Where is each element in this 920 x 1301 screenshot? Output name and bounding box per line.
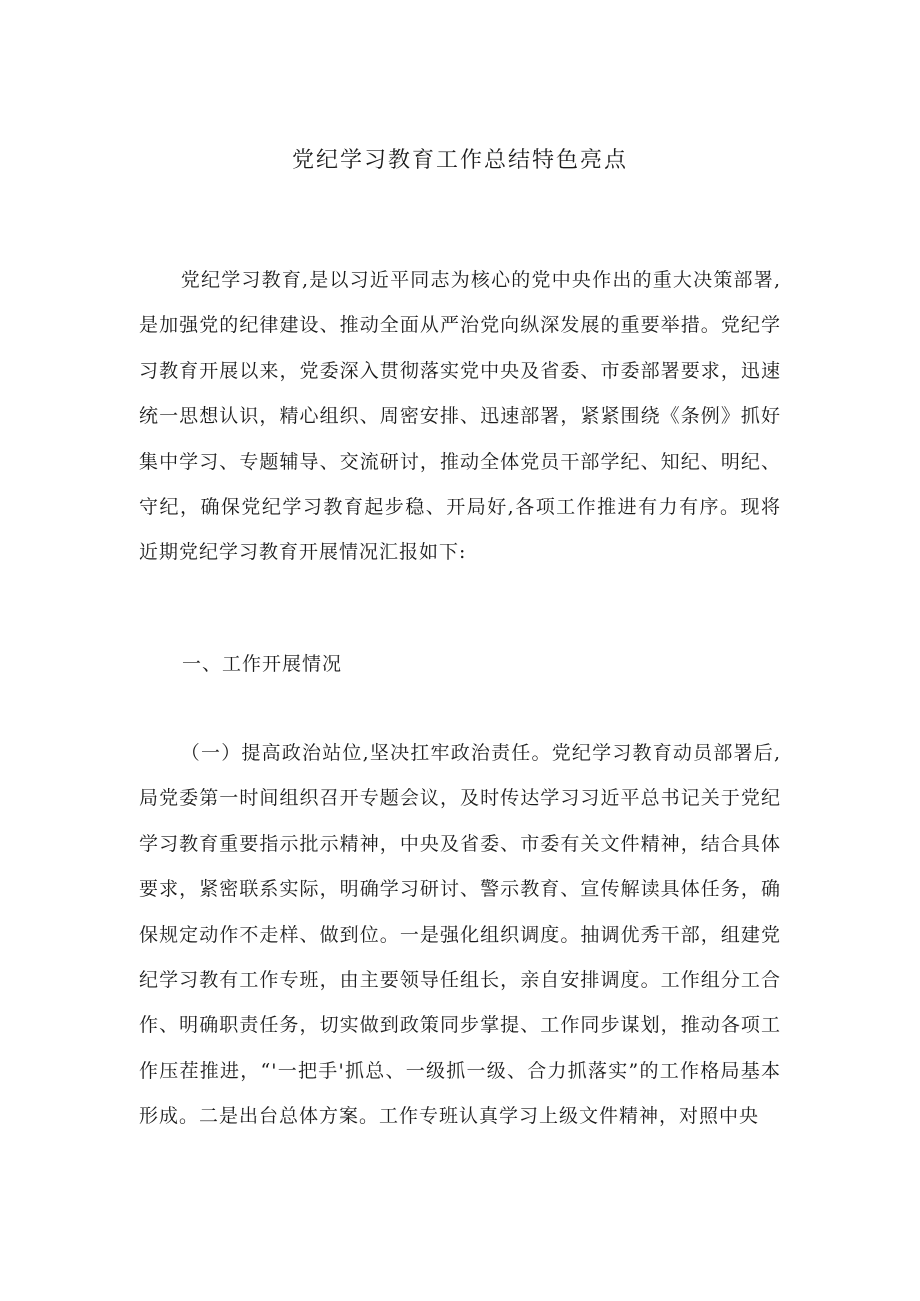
document-title: 党纪学习教育工作总结特色亮点 (291, 148, 628, 173)
section-paragraph: （一）提高政治站位,坚决扛牢政治责任。党纪学习教育动员部署后,局党委第一时间组织召开专题会议，及时传达学习习近平总书记关于党纪学习教育重要指示批示精神，中央及省委、市委有关文件精神，结合具体要求，紧密联系实际，明确学习研讨、警示教育、宣传解读具体任务，确保规定动作不走样、做到位。一是强化组织调度。抽调优秀干部，组建党纪学习教有工作专班，由主要领导任组长，亲自安排调度。工作组分工合作、明确职责任务，切实做到政策同步掌提、工作同步谋划，推动各项工作压茬推进，“'一把手'抓总、一级抓一级、合力抓落实”的工作格局基本形成。二是出台总体方案。工作专班认真学习上级文件精神，对照中央 (139, 742, 781, 1128)
intro-paragraph: 党纪学习教育,是以习近平同志为核心的党中央作出的重大决策部署,是加强党的纪律建设、推动全面从严治党向纵深发展的重要举措。党纪学习教育开展以来，党委深入贯彻落实党中央及省委、市委部署要求，迅速统一思想认识，精心组织、周密安排、迅速部署，紧紧围绕《条例》抓好集中学习、专题辅导、交流研讨，推动全体党员干部学纪、知纪、明纪、守纪，确保党纪学习教育起步稳、开局好,各项工作推进有力有序。现将近期党纪学习教育开展情况汇报如下: (139, 269, 781, 564)
section-heading: 一、工作开展情况 (182, 653, 343, 675)
